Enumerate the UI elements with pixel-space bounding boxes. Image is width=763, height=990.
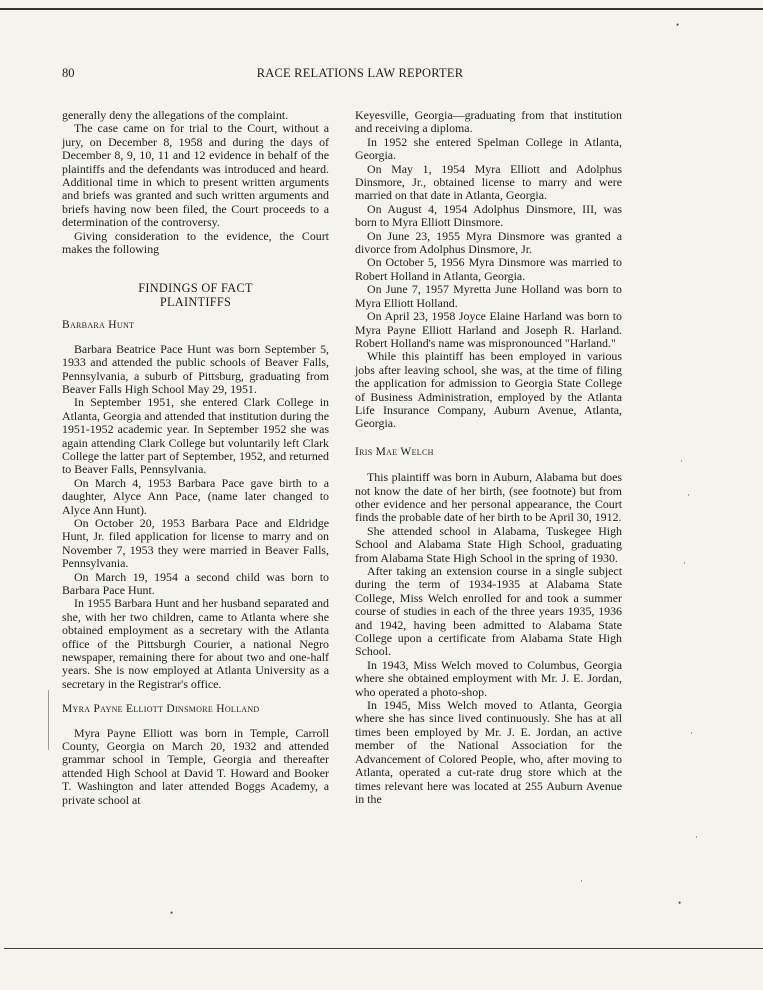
paragraph: She attended school in Alabama, Tuskegee High School and Alabama State High School, graduating from Alabama State High School in the spring of 1930. — [355, 523, 622, 565]
plaintiff-name-heading: Iris Mae Welch — [355, 445, 434, 458]
left-column — [62, 109, 329, 807]
plaintiff-name-heading: Myra Payne Elliott Dinsmore Holland — [62, 703, 260, 716]
paragraph: In September 1951, she entered Clark College in Atlanta, Georgia and attended that institution during the 1951-1952 academic year. In September 1952 she was again attending Clark College but voluntarily left Clark College the latter part of September, 1952, and returned to Beaver Falls, Pennsylvania. — [62, 395, 329, 477]
scan-speck: · — [680, 456, 683, 466]
scan-speck: · — [687, 490, 690, 500]
scan-margin-mark — [48, 690, 49, 750]
scan-speck: · — [683, 558, 686, 568]
paragraph: In 1952 she entered Spelman College in Atlanta, Georgia. — [355, 134, 622, 163]
paragraph: On March 4, 1953 Barbara Pace gave birth to a daughter, Alyce Ann Pace, (name later changed to Alyce Ann Hunt). — [62, 475, 329, 517]
running-head: RACE RELATIONS LAW REPORTER — [256, 66, 464, 80]
scan-speck: · — [580, 876, 583, 886]
right-column — [355, 109, 622, 806]
paragraph: generally deny the allegations of the complaint. — [62, 108, 289, 122]
scan-speck: • — [170, 908, 174, 918]
paragraph: On March 19, 1954 a second child was born to Barbara Pace Hunt. — [62, 569, 329, 597]
paragraph: This plaintiff was born in Auburn, Alabama but does not know the date of her birth, (see footnote) but from other evidence and her personal appearance, the Court finds the probable date of her birth to be April 30, 1912. — [355, 470, 622, 525]
paragraph: After taking an extension course in a single subject during the term of 1934-1935 at Alabama State College, Miss Welch enrolled for and took a summer course of studies in each of the three years 1935, 1936 and 1942, having been admitted to Alabama State College upon a certificate from Alabama State High School. — [355, 564, 622, 659]
scan-speck: · — [695, 832, 698, 842]
paragraph: On October 5, 1956 Myra Dinsmore was married to Robert Holland in Atlanta, Georgia. — [355, 255, 622, 283]
paragraph: On June 7, 1957 Myretta June Holland was born to Myra Elliott Holland. — [355, 282, 622, 310]
scan-speck: • — [676, 20, 680, 30]
paragraph: In 1945, Miss Welch moved to Atlanta, Georgia where she has since lived continuously. She has at all times been employed by Mr. J. E. Jordan, an active member of the National Association for the Advancement of Colored People, who, after moving to Atlanta, operated a cut-rate drug store which at the times relevant here was located at 255 Auburn Avenue in the — [355, 698, 622, 806]
paragraph: On May 1, 1954 Myra Elliott and Adolphus Dinsmore, Jr., obtained license to marry and were married on that date in Atlanta, Georgia. — [355, 161, 622, 203]
section-heading: FINDINGS OF FACT — [138, 281, 253, 296]
section-subheading: PLAINTIFFS — [159, 294, 232, 309]
paragraph: On April 23, 1958 Joyce Elaine Harland was born to Myra Payne Elliott Harland and Joseph R. Harland. Robert Holland's name was mispronounced "Harland." — [355, 309, 622, 350]
scan-speck: • — [678, 898, 682, 908]
paragraph: On October 20, 1953 Barbara Pace and Eldridge Hunt, Jr. filed application for license to marry and on November 7, 1953 they were married in Beaver Falls, Pennsylvania. — [62, 515, 329, 571]
paragraph: In 1943, Miss Welch moved to Columbus, Georgia where she obtained employment with Mr. J. E. Jordan, who operated a photo-shop. — [355, 657, 622, 699]
scan-speck: · — [690, 728, 693, 738]
paragraph: Myra Payne Elliott was born in Temple, Carroll County, Georgia on March 20, 1932 and attended grammar school in Temple, Georgia and thereafter attended High School at David T. Howard and Booker T. Washington and later attended Boggs Academy, a private school at — [62, 725, 329, 807]
paragraph: Barbara Beatrice Pace Hunt was born September 5, 1933 and attended the public schools of Beaver Falls, Pennsylvania, a suburb of Pittsburg, graduating from Beaver Falls High School May 29, 1951. — [62, 341, 329, 396]
plaintiff-name-heading: Barbara Hunt — [62, 319, 135, 332]
paragraph: Keyesville, Georgia—graduating from that institution and receiving a diploma. — [355, 108, 622, 136]
paragraph: Giving consideration to the evidence, the Court makes the following — [62, 228, 329, 257]
paragraph: In 1955 Barbara Hunt and her husband separated and she, with her two children, came to Atlanta where she obtained employment as a secretary with the Atlanta office of the Pittsburgh Courier, a national Negro newspaper, remaining there for about two and one-half years. She is now employed at Atlanta University as a secretary in the Registrar's office. — [62, 596, 329, 691]
paragraph: The case came on for trial to the Court, without a jury, on December 8, 1958 and during the days of December 8, 9, 10, 11 and 12 evidence in behalf of the plaintiffs and the defendants was introduced and heard. Additional time in which to present written arguments and briefs was granted and such written arguments and briefs having now been filed, the Court proceeds to a determination of the controversy. — [62, 121, 329, 230]
bottom-border-line — [4, 948, 763, 949]
page-number: 80 — [62, 66, 75, 80]
top-border-line — [0, 8, 763, 10]
paragraph: On August 4, 1954 Adolphus Dinsmore, III, was born to Myra Elliott Dinsmore. — [355, 201, 622, 230]
paragraph: While this plaintiff has been employed in various jobs after leaving school, she was, at the time of filing the application for admission to Georgia State College of Business Administration, employed by the Atlanta Life Insurance Company, Auburn Avenue, Atlanta, Georgia. — [355, 349, 622, 431]
paragraph: On June 23, 1955 Myra Dinsmore was granted a divorce from Adolphus Dinsmore, Jr. — [355, 228, 622, 257]
